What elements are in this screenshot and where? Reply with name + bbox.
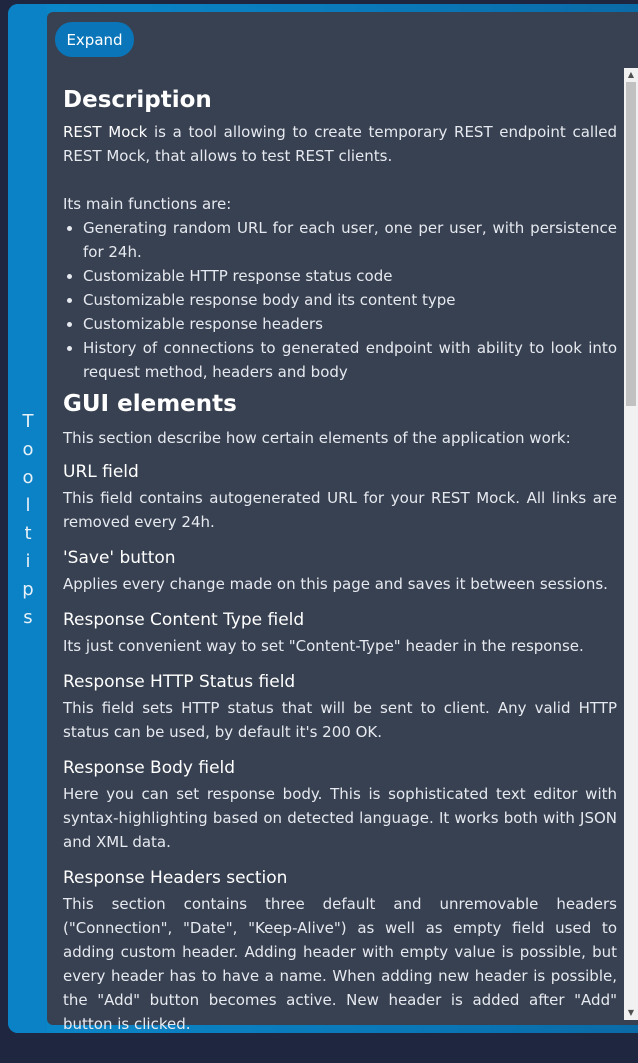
gui-item-text: This field contains autogenerated URL for your REST Mock. All links are removed every 24h. bbox=[63, 489, 617, 531]
scroll-up-arrow-icon[interactable]: ▲ bbox=[627, 70, 635, 79]
gui-item-response-headers bbox=[63, 866, 617, 1036]
list-item: • Customizable response body and its content type bbox=[83, 288, 617, 312]
gui-elements-heading: GUI elements bbox=[63, 391, 237, 417]
gui-item-http-status bbox=[63, 670, 617, 744]
description-intro-text: is a tool allowing to create temporary REST endpoint called REST Mock, that allows to test REST clients. bbox=[63, 123, 618, 165]
gui-item-title: 'Save' button bbox=[63, 548, 176, 568]
side-tab-letter: o bbox=[22, 439, 34, 460]
list-item: • Customizable response headers bbox=[83, 312, 617, 336]
gui-item-response-body bbox=[63, 756, 617, 854]
side-tab-letter: p bbox=[22, 579, 34, 600]
panel-scrollbar[interactable] bbox=[624, 68, 638, 1020]
functions-list bbox=[63, 216, 617, 384]
gui-item-title: Response HTTP Status field bbox=[63, 672, 296, 692]
expand-button[interactable]: Expand bbox=[55, 22, 134, 57]
gui-item-title: Response Body field bbox=[63, 758, 236, 778]
gui-item-text: This field sets HTTP status that will be sent to client. Any valid HTTP status can be used, by default it's 200 OK. bbox=[63, 699, 617, 741]
tooltips-side-label[interactable] bbox=[14, 408, 42, 632]
gui-item-text: Its just convenient way to set "Content-Type" header in the response. bbox=[63, 637, 584, 655]
list-item: • Customizable HTTP response status code bbox=[83, 264, 617, 288]
side-tab-letter: t bbox=[24, 523, 32, 544]
side-tab-letter: l bbox=[25, 495, 31, 516]
gui-intro: This section describe how certain elements of the application work: bbox=[63, 429, 571, 447]
gui-item-title: Response Headers section bbox=[63, 868, 288, 888]
gui-item-content-type bbox=[63, 608, 617, 658]
gui-item-text: Here you can set response body. This is sophisticated text editor with syntax-highlighting based on detected language. It works both with JSON and XML data. bbox=[63, 785, 617, 851]
description-heading: Description bbox=[63, 87, 212, 113]
functions-label: Its main functions are: bbox=[63, 195, 232, 213]
spacer bbox=[63, 168, 617, 192]
gui-item-url-field bbox=[63, 460, 617, 534]
scroll-down-arrow-icon[interactable]: ▼ bbox=[627, 1008, 635, 1017]
list-item: • History of connections to generated endpoint with ability to look into request method, headers and body bbox=[83, 336, 617, 384]
tooltips-content bbox=[63, 84, 617, 1048]
side-tab-letter: i bbox=[25, 551, 31, 572]
side-tab-letter: s bbox=[23, 607, 33, 628]
description-intro bbox=[63, 120, 617, 168]
list-item: • Generating random URL for each user, one per user, with persistence for 24h. bbox=[83, 216, 617, 264]
side-tab-letter: T bbox=[22, 411, 34, 432]
gui-item-text: This section contains three default and unremovable headers ("Connection", "Date", "Keep-Alive") as well as empty field used to adding custom header. Adding header with empty value is possible, but every header has to have a name. When adding new header is possible, the "Add" button becomes active. New header is added after "Add" button is clicked. bbox=[63, 895, 617, 1033]
gui-item-save-button bbox=[63, 546, 617, 596]
side-tab-letter: o bbox=[22, 467, 34, 488]
gui-item-text: Applies every change made on this page and saves it between sessions. bbox=[63, 575, 608, 593]
scrollbar-thumb[interactable] bbox=[626, 82, 636, 406]
gui-item-title: Response Content Type field bbox=[63, 610, 305, 630]
gui-item-title: URL field bbox=[63, 462, 139, 482]
app-name: REST Mock bbox=[63, 123, 148, 141]
